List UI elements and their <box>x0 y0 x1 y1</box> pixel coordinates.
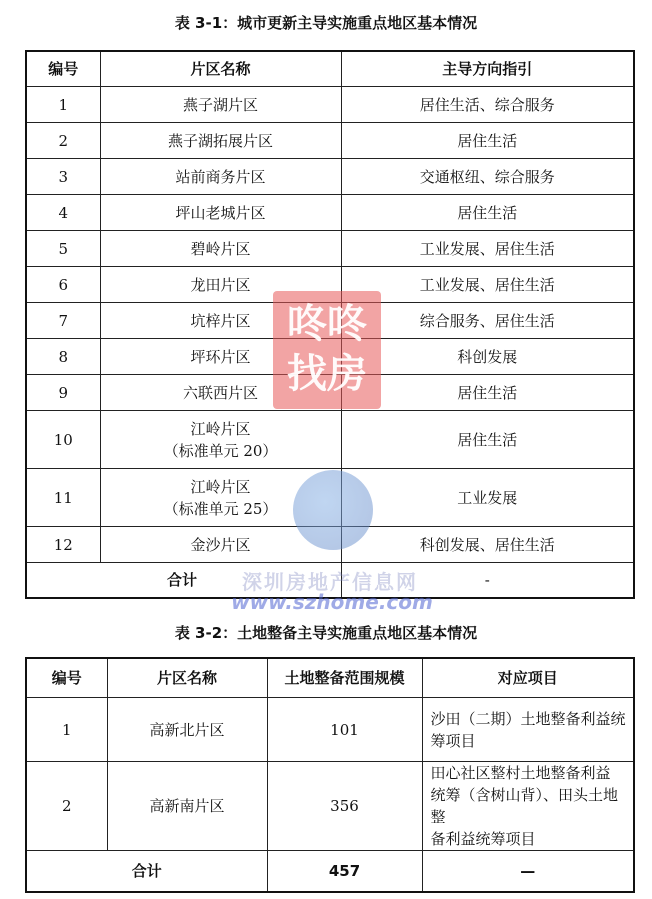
area-name: 高新南片区 <box>107 762 267 851</box>
area-name-line: 站前商务片区 <box>175 167 266 186</box>
table1-header-row <box>26 51 634 87</box>
table1-header-direction: 主导方向指引 <box>341 51 634 87</box>
urban-renewal-table <box>25 50 635 599</box>
table-row <box>26 159 634 195</box>
table-row <box>26 87 634 123</box>
area-name-line: 坪山老城片区 <box>175 203 266 222</box>
watermark-site-name: 深圳房地产信息网 <box>242 570 418 594</box>
total-label: 合计 <box>26 563 341 599</box>
project-name-line: 田心社区整村土地整备利益 <box>430 764 611 782</box>
area-name <box>100 267 341 303</box>
area-name <box>100 375 341 411</box>
direction: 居住生活、综合服务 <box>341 87 634 123</box>
table1-header-name: 片区名称 <box>100 51 341 87</box>
area-name <box>100 87 341 123</box>
table-row <box>26 527 634 563</box>
row-number: 4 <box>26 195 100 231</box>
area-name-line: 金沙片区 <box>190 535 251 554</box>
direction: 科创发展 <box>341 339 634 375</box>
table-row <box>26 762 634 851</box>
total-project: — <box>422 851 634 893</box>
direction: 居住生活 <box>341 411 634 469</box>
table2-header-name: 片区名称 <box>107 658 267 698</box>
table-row <box>26 469 634 527</box>
table-row <box>26 411 634 469</box>
project-name <box>422 698 634 762</box>
project-name-line: 筹项目 <box>430 731 476 750</box>
area-name-line: 江岭片区 <box>190 477 251 496</box>
area-name <box>100 469 341 527</box>
table-row <box>26 303 634 339</box>
project-name <box>422 762 634 851</box>
row-number: 2 <box>26 762 107 851</box>
row-number: 1 <box>26 698 107 762</box>
total-scale: 457 <box>267 851 422 893</box>
watermark-url: www.szhome.com <box>231 590 433 614</box>
direction: 居住生活 <box>341 375 634 411</box>
scale-value: 101 <box>267 698 422 762</box>
area-name-line: 坑梓片区 <box>190 311 251 330</box>
scale-value: 356 <box>267 762 422 851</box>
direction: 工业发展、居住生活 <box>341 267 634 303</box>
table-row <box>26 231 634 267</box>
table-row <box>26 195 634 231</box>
direction: 工业发展、居住生活 <box>341 231 634 267</box>
total-value: - <box>341 563 634 599</box>
area-name-line: （标准单元 25） <box>163 499 278 518</box>
direction: 科创发展、居住生活 <box>341 527 634 563</box>
area-name-line: 六联西片区 <box>182 383 258 402</box>
row-number: 12 <box>26 527 100 563</box>
area-name-line: 江岭片区 <box>190 419 251 438</box>
area-name <box>100 195 341 231</box>
row-number: 9 <box>26 375 100 411</box>
watermark-stamp-line: 找房 <box>287 351 367 397</box>
area-name-line: 燕子湖拓展片区 <box>167 131 273 150</box>
direction: 交通枢纽、综合服务 <box>341 159 634 195</box>
table2-header-project: 对应项目 <box>422 658 634 698</box>
direction: 工业发展 <box>341 469 634 527</box>
row-number: 2 <box>26 123 100 159</box>
direction: 居住生活 <box>341 123 634 159</box>
area-name-line: 燕子湖片区 <box>182 95 258 114</box>
table1-header-no: 编号 <box>26 51 100 87</box>
project-name-line: 备利益统筹项目 <box>430 830 536 848</box>
total-row <box>26 851 634 893</box>
row-number: 1 <box>26 87 100 123</box>
project-name-line: 统筹（含树山背）、田头土地整 <box>430 786 619 826</box>
total-row <box>26 563 634 599</box>
row-number: 5 <box>26 231 100 267</box>
project-name-line: 沙田（二期）土地整备利益统 <box>430 709 626 728</box>
table-row <box>26 339 634 375</box>
area-name <box>100 527 341 563</box>
area-name-line: 坪环片区 <box>190 347 251 366</box>
row-number: 6 <box>26 267 100 303</box>
table-row <box>26 698 634 762</box>
total-label: 合计 <box>26 851 267 893</box>
area-name: 高新北片区 <box>107 698 267 762</box>
table-row <box>26 267 634 303</box>
area-name <box>100 231 341 267</box>
table2-header-no: 编号 <box>26 658 107 698</box>
table1-caption: 表 3-1：城市更新主导实施重点地区基本情况 <box>174 14 478 32</box>
area-name <box>100 159 341 195</box>
area-name <box>100 411 341 469</box>
row-number: 7 <box>26 303 100 339</box>
area-name-line: 龙田片区 <box>190 275 251 294</box>
area-name-line: （标准单元 20） <box>163 441 278 460</box>
row-number: 3 <box>26 159 100 195</box>
table2-header-row <box>26 658 634 698</box>
land-readjustment-table <box>25 657 635 893</box>
area-name-line: 碧岭片区 <box>190 239 251 258</box>
table-row <box>26 375 634 411</box>
watermark-stamp-line: 咚咚 <box>287 301 367 347</box>
area-name <box>100 303 341 339</box>
area-name <box>100 123 341 159</box>
direction: 综合服务、居住生活 <box>341 303 634 339</box>
row-number: 8 <box>26 339 100 375</box>
table2-caption: 表 3-2：土地整备主导实施重点地区基本情况 <box>174 624 478 642</box>
direction: 居住生活 <box>341 195 634 231</box>
row-number: 11 <box>26 469 100 527</box>
row-number: 10 <box>26 411 100 469</box>
table2-header-scale: 土地整备范围规模 <box>267 658 422 698</box>
area-name <box>100 339 341 375</box>
table-row <box>26 123 634 159</box>
